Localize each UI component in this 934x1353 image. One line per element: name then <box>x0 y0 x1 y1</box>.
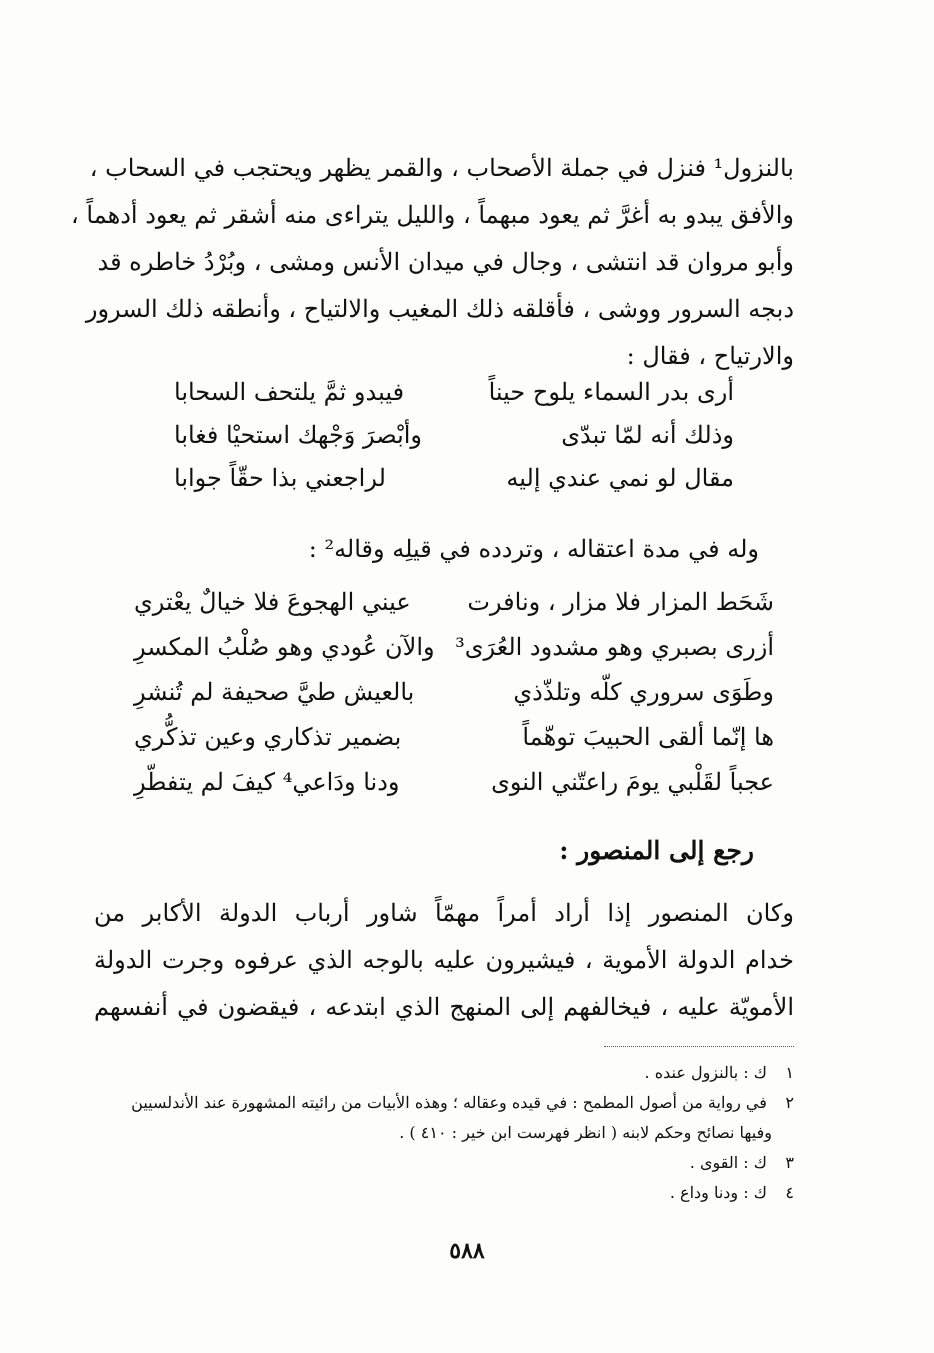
footnote <box>94 1058 794 1088</box>
text-line: وكان المنصور إذا أراد أمراً مهمّاً شاور أرباب الدولة الأكابر من <box>94 899 794 927</box>
footnote-text: ك : بالنزول عنده . <box>644 1063 767 1082</box>
verse <box>134 588 774 633</box>
footnotes <box>94 1058 794 1208</box>
paragraph-1 <box>71 145 794 380</box>
verse-first-hemistich: أزرى بصبري وهو مشدود العُرَى³ <box>455 633 774 661</box>
footnote-text: ك : ودنا وداع . <box>669 1183 767 1202</box>
paragraph-2 <box>94 890 794 1031</box>
verse-first-hemistich: وطَوَى سروري كلّه وتلذّذي <box>513 678 774 706</box>
verse-second-hemistich: بضمير تذكاري وعين تذكُّري <box>134 723 402 751</box>
verse-second-hemistich: والآن عُودي وهو صُلْبُ المكسرِ <box>134 633 435 661</box>
footnote-number: ٤ <box>785 1183 794 1202</box>
verse-first-hemistich: مقال لو نمي عندي إليه <box>506 464 734 492</box>
verse <box>174 464 734 507</box>
text-line: وأبو مروان قد انتشى ، وجال في ميدان الأنس ومشى ، وبُرْدُ خاطره قد <box>97 248 794 276</box>
text-line: وله في مدة اعتقاله ، وتردده في قيلِه وقاله² : <box>308 535 759 563</box>
text-line: بالنزول¹ فنزل في جملة الأصحاب ، والقمر يظهر ويحتجب في السحاب ، <box>89 154 794 182</box>
verse-first-hemistich: وذلك أنه لمّا تبدّى <box>561 421 734 449</box>
poem-2-intro <box>159 526 759 573</box>
verse-first-hemistich: شَحَط المزار فلا مزار ، ونافرت <box>467 588 774 616</box>
verse-second-hemistich: بالعيش طيَّ صحيفة لم تُنشرِ <box>134 678 415 706</box>
text-line: الأمويّة عليه ، فيخالفهم إلى المنهج الذي ابتدعه ، فيقضون في أنفسهم <box>94 993 794 1021</box>
footnote-divider <box>604 1046 794 1047</box>
verse <box>174 421 734 464</box>
verse-second-hemistich: وأبْصرَ وَجْهك استحيْا فغابا <box>174 421 423 449</box>
verse-second-hemistich: ودنا ودَاعي⁴ كيفَ لم يتفطّرِ <box>134 768 400 796</box>
verse-second-hemistich: فيبدو ثمَّ يلتحف السحابا <box>174 378 405 406</box>
footnote-number: ٣ <box>785 1153 794 1172</box>
page-number: ٥٨٨ <box>449 1238 485 1264</box>
verse-second-hemistich: عيني الهجوعَ فلا خيالٌ يعْتري <box>134 588 411 616</box>
footnote <box>94 1148 794 1178</box>
verse <box>134 768 774 813</box>
footnote-text: ك : القوى . <box>689 1153 767 1172</box>
footnote-continuation <box>94 1118 794 1148</box>
verse-first-hemistich: ها إنّما ألقى الحبيبَ توهّماً <box>522 723 774 751</box>
text-line: والارتياح ، فقال : <box>626 342 794 370</box>
footnote-text: في رواية من أصول المطمح : في قيده وعقاله ؛ وهذه الأبيات من رائيته المشهورة عند الأندلسيين <box>131 1093 767 1112</box>
footnote-number: ١ <box>785 1063 794 1082</box>
footnote <box>94 1088 794 1118</box>
poem-1 <box>174 378 734 507</box>
footnote-number: ٢ <box>785 1093 794 1112</box>
verse <box>174 378 734 421</box>
section-heading: رجع إلى المنصور : <box>559 836 754 865</box>
verse <box>134 633 774 678</box>
verse <box>134 678 774 723</box>
text-line: دبجه السرور ووشى ، فأقلقه ذلك المغيب والالتياح ، وأنطقه ذلك السرور <box>85 295 794 323</box>
text-line: خدام الدولة الأموية ، فيشيرون عليه بالوجه الذي عرفوه وجرت الدولة <box>94 946 794 974</box>
verse-first-hemistich: أرى بدر السماء يلوح حيناً <box>488 378 734 406</box>
footnote-text: وفيها نصائح وحكم لابنه ( انظر فهرست ابن خير : ٤١٠ ) . <box>399 1123 772 1142</box>
verse-second-hemistich: لراجعني بذا حقّاً جوابا <box>174 464 386 492</box>
poem-2 <box>134 588 774 813</box>
verse <box>134 723 774 768</box>
footnote <box>94 1178 794 1208</box>
text-line: والأفق يبدو به أغرَّ ثم يعود مبهماً ، والليل يتراءى منه أشقر ثم يعود أدهماً ، <box>71 201 794 229</box>
verse-first-hemistich: عجباً لقَلْبي يومَ راعتّني النوى <box>491 768 774 796</box>
